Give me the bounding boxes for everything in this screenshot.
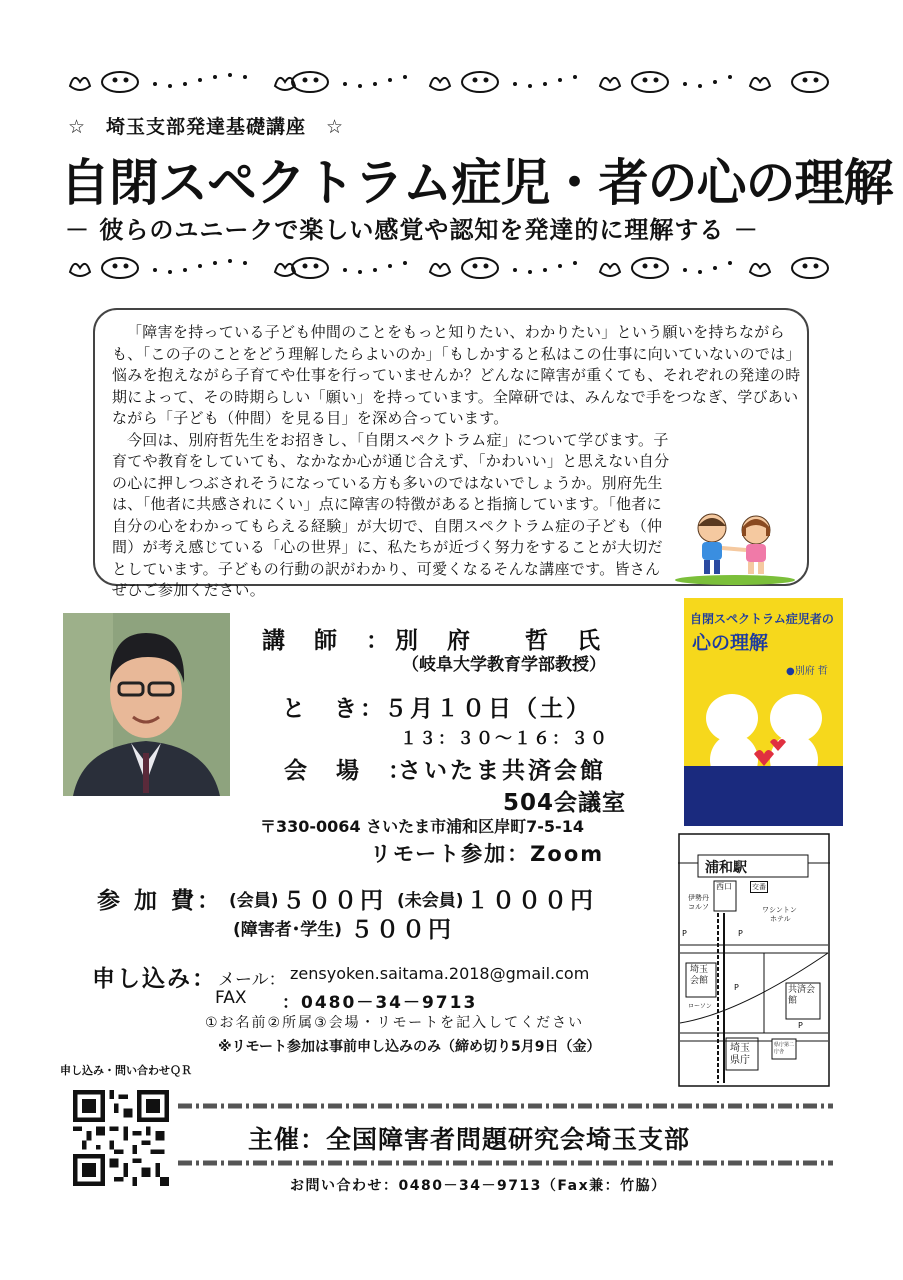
page-title: 自閉スペクトラム症児・者の心の理解 bbox=[60, 154, 893, 212]
member-fee: ５００円 bbox=[282, 888, 386, 914]
nonmember-fee: １０００円 bbox=[466, 888, 596, 914]
footer-divider-top bbox=[178, 1103, 833, 1109]
lecturer-label: 講 師 ： bbox=[262, 628, 392, 654]
application-label: 申し込み： bbox=[92, 966, 217, 992]
fax-label: FAX bbox=[215, 988, 247, 1008]
qr-code[interactable] bbox=[73, 1090, 169, 1186]
series-name: ☆ 埼玉支部発達基礎講座 ☆ bbox=[68, 116, 345, 138]
other-tag: (障害者･学生) bbox=[233, 920, 343, 940]
map-pref-office: 埼玉県庁 bbox=[730, 1043, 750, 1066]
footer-divider-bottom bbox=[178, 1160, 833, 1166]
map-pref-building: 県庁第二庁舎 bbox=[774, 1042, 795, 1055]
fee-label: 参 加 費： bbox=[97, 888, 224, 914]
flower-dot-border-bottom bbox=[60, 248, 850, 288]
venue-room: 504会議室 bbox=[503, 790, 627, 816]
map-parking-1: P bbox=[682, 929, 687, 938]
map-station: 浦和駅 bbox=[705, 860, 747, 876]
venue-map bbox=[678, 833, 830, 1087]
page-subtitle: － 彼らのユニークで楽しい感覚や認知を発達的に理解する － bbox=[65, 216, 759, 244]
mail-label: メール： bbox=[218, 970, 286, 990]
map-parking-2: P bbox=[738, 929, 743, 938]
map-washington: ワシントン bbox=[762, 906, 797, 914]
host-organization: 主催：全国障害者問題研究会埼玉支部 bbox=[248, 1125, 691, 1154]
map-hotel: ホテル bbox=[770, 915, 791, 923]
fax-number: ：0480－34－9713 bbox=[282, 993, 478, 1013]
map-parking-4: P bbox=[798, 1021, 803, 1030]
event-date: ５月１０日（土） bbox=[384, 696, 592, 722]
other-fee: ５００円 bbox=[350, 917, 454, 943]
lecturer-photo bbox=[63, 613, 230, 796]
map-isetan: 伊勢丹 bbox=[688, 894, 709, 902]
intro-paragraph-1: 「障害を持っている子ども仲間のことをもっと知りたい、わかりたい」という願いを持ちながらも、「この子のことをどう理解したらよいのか」「もしかすると私はこの仕事に向いていないのでは」悩みを抱えながら子育てや仕事を行っていませんか？どんなに障害が重くても、それぞれの発達の時期によって、その時期らしい「願い」を持っています。全障研では、みんなで手をつなぎ、学びあいながら「子ども（仲間）を見る目」を深め合っています。 bbox=[112, 323, 801, 427]
venue-name: さいたま共済会館 bbox=[398, 758, 606, 784]
book-title-line2: 心の理解 bbox=[692, 632, 769, 654]
top-decorative-border bbox=[60, 62, 850, 102]
contact-info: お問い合わせ：0480－34－9713（Fax兼：竹脇） bbox=[290, 1178, 667, 1194]
mail-address[interactable]: zensyoken.saitama.2018@gmail.com bbox=[290, 964, 590, 983]
qr-caption: 申し込み・問い合わせＱＲ bbox=[60, 1064, 192, 1077]
map-korusu: コルソ bbox=[688, 903, 709, 911]
map-kyosai-kaikan: 共済会館 bbox=[788, 985, 816, 1006]
date-label: と き： bbox=[282, 696, 386, 722]
book-cover-footer bbox=[684, 766, 843, 826]
map-lawson: ローソン bbox=[688, 1003, 712, 1010]
bottom-decorative-border bbox=[60, 248, 850, 288]
book-author: ●別府 哲 bbox=[786, 666, 828, 677]
map-west-exit: 西口 bbox=[716, 882, 732, 891]
book-cover bbox=[684, 598, 843, 826]
venue-address: 〒330-0064 さいたま市浦和区岸町7-5-14 bbox=[260, 817, 584, 836]
nonmember-tag: (未会員) bbox=[397, 891, 464, 911]
lecturer-name: 別 府 哲 氏 bbox=[395, 628, 603, 654]
book-title-line1: 自閉スペクトラム症児者の bbox=[690, 612, 834, 626]
map-police-box: 交番 bbox=[752, 883, 766, 891]
children-illustration bbox=[672, 506, 798, 586]
application-instructions: ①お名前②所属③会場・リモートを記入してください bbox=[205, 1015, 585, 1031]
remote-info: リモート参加：Zoom bbox=[370, 842, 605, 866]
member-tag: (会員) bbox=[229, 891, 279, 911]
venue-label: 会 場 ： bbox=[284, 758, 414, 784]
remote-note: ※リモート参加は事前申し込みのみ（締め切り5月9日（金） bbox=[218, 1039, 601, 1055]
intro-paragraph-2: 今回は、別府哲先生をお招きし、「自閉スペクトラム症」について学びます。子育てや教育をしていても、なかなか心が通じ合えず、「かわいい」と思えない自分の心に押しつぶされそうになっている方も多いのではないでしょうか。別府先生は、「他者に共感されにくい」点に障害の特徴があると指摘しています。「他者に自分の心をわかってもらえる経験」が大切で、自閉スペクトラム症の子ども（仲間）が考え感じている「心の世界」に、私たちが近づく努力をすることが大切だとしています。子どもの行動の訳がわかり、可愛くなるそんな講座です。皆さんぜひご参加ください。 bbox=[112, 430, 670, 599]
flower-dot-border-top bbox=[60, 62, 850, 102]
lecturer-affiliation: （岐阜大学教育学部教授） bbox=[402, 655, 606, 675]
map-saitama-kaikan: 埼玉会館 bbox=[690, 965, 709, 986]
event-time: １３：３０～１６：３０ bbox=[400, 729, 609, 749]
map-parking-3: P bbox=[734, 983, 739, 992]
